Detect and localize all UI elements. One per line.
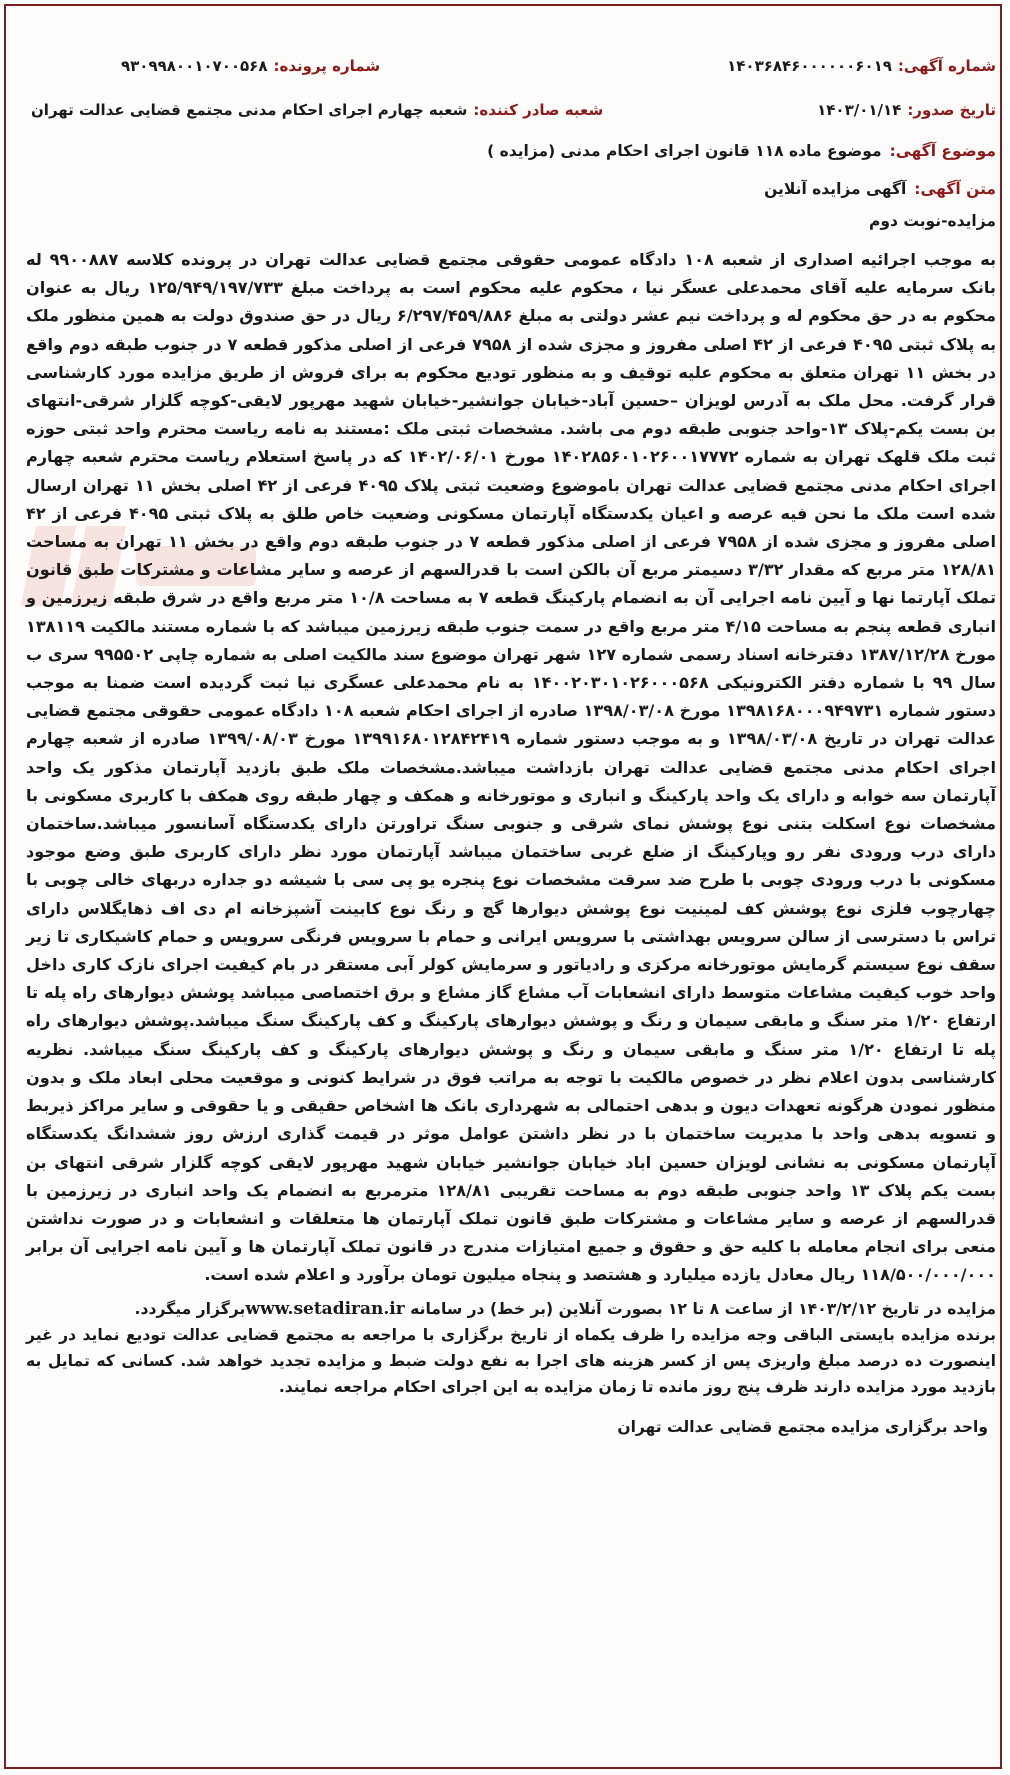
- text-label-value: آگهی مزایده آنلاین: [764, 180, 907, 198]
- issue-date-label: تاریخ صدور:: [907, 101, 996, 119]
- notice-number-value: ۱۴۰۳۶۸۴۶۰۰۰۰۰۰۶۰۱۹: [727, 57, 892, 75]
- issuer-label: شعبه صادر کننده:: [473, 101, 604, 119]
- auction-schedule: [26, 1296, 996, 1322]
- issuer: [31, 101, 603, 119]
- file-number: [121, 57, 380, 75]
- notice-number-label: شماره آگهی:: [897, 57, 996, 75]
- auction-schedule-post: برگزار میگردد.: [134, 1299, 246, 1318]
- text-label-line: [26, 180, 996, 198]
- file-number-label: شماره پرونده:: [273, 57, 381, 75]
- header-row-2: [26, 88, 996, 132]
- text-label: متن آگهی:: [914, 180, 996, 198]
- notice-body-paragraph: به موجب اجرائیه اصداری از شعبه ۱۰۸ دادگاه عمومی حقوقی مجتمع قضایی عدالت تهران در پرونده کلاسه ۹۹۰۰۸۸۷ له بانک سرمایه علیه آقای محمدعلی عسگر نیا ، محکوم علیه محکوم است به پرداخت مبلغ ۱۲۵/۹۴۹/۱۹۷/۷۳۳ ریال به عنوان محکوم به در حق محکوم له و پرداخت نیم عشر دولتی به مبلغ ۶/۲۹۷/۴۵۹/۸۸۶ ریال در حق صندوق دولت به همین منظور ملک به پلاک ثبتی ۴۰۹۵ فرعی از ۴۲ اصلی مفروز و مجزی شده از ۷۹۵۸ فرعی از اصلی مذکور قطعه ۷ در جنوب طبقه دوم واقع در بخش ۱۱ تهران متعلق به محکوم علیه توقیف و به منظور تودیع محکوم به برای فروش از طریق مزایده مورد کارشناسی قرار گرفت. محل ملک به آدرس لویزان –حسین آباد-خیابان جوانشیر-خیابان شهید مهرپور لایقی-کوچه گلزار شرقی-انتهای بن بست یکم-پلاک ۱۳-واحد جنوبی طبقه دوم می باشد. مشخصات ثبتی ملک :مستند به نامه ریاست محترم واحد ثبتی حوزه ثبت ملک قلهک تهران به شماره ۱۴۰۲۸۵۶۰۱۰۲۶۰۰۱۷۷۷۲ مورخ ۱۴۰۲/۰۶/۰۱ که در پاسخ استعلام ریاست محترم شعبه چهارم اجرای احکام مدنی مجتمع قضایی عدالت تهران باموضوع وضعیت ثبتی پلاک ۴۰۹۵ فرعی از ۴۲ اصلی بخش ۱۱ تهران ارسال شده است ملک ما نحن فیه عرصه و اعیان یکدستگاه آپارتمان مسکونی وضعیت خاص طلق به پلاک ثبتی ۴۰۹۵ فرعی از ۴۲ اصلی مفروز و مجزی شده از ۷۹۵۸ فرعی از اصلی مذکور قطعه ۷ در جنوب طبقه دوم واقع در بخش ۱۱ تهران به مساحت ۱۲۸/۸۱ متر مربع که مقدار ۳/۳۲ دسیمتر مربع آن بالکن است با قدرالسهم از عرصه و سایر مشاعات و مشترکات طبق قانون تملک آپارتما نها و آیین نامه اجرایی آن به انضمام پارکینگ قطعه ۷ به مساحت ۱۰/۸ متر مربع واقع در شرق طبقه زیرزمین و انباری قطعه پنجم به مساحت ۴/۱۵ متر مربع واقع در سمت جنوب طبقه زیرزمین میباشد که با شماره مستند مالکیت ۱۳۸۱۱۹ مورخ ۱۳۸۷/۱۲/۲۸ دفترخانه اسناد رسمی شماره ۱۲۷ شهر تهران موضوع سند مالکیت اصلی به شماره چاپی ۹۹۵۵۰۲ سری ب سال ۹۹ با شماره دفتر الکترونیکی ۱۴۰۰۲۰۳۰۱۰۲۶۰۰۰۵۶۸ به نام محمدعلی عسگری نیا ثبت گردیده است ضمنا به موجب دستور شماره ۱۳۹۸۱۶۸۰۰۰۹۴۹۷۳۱ مورخ ۱۳۹۸/۰۳/۰۸ صادره از اجرای احکام شعبه ۱۰۸ دادگاه عمومی حقوقی مجتمع قضایی عدالت تهران در تاریخ ۱۳۹۸/۰۳/۰۸ و به موجب دستور شماره ۱۳۹۹۱۶۸۰۱۲۸۴۲۴۱۹ مورخ ۱۳۹۹/۰۸/۰۳ صادره از شعبه چهارم اجرای احکام مدنی مجتمع قضایی عدالت تهران بازداشت میباشد.مشخصات ملک طبق بازدید آپارتمان مذکور یک واحد آپارتمان سه خوابه و دارای یک واحد پارکینگ و انباری و موتورخانه و همکف و چهار طبقه روی همکف با کاربری مسکونی با مشخصات نوع اسکلت بتنی نوع پوشش نمای شرقی و جنوبی سنگ تراورتن دارای یکدستگاه آسانسور میباشد.ساختمان دارای درب ورودی نفر رو وپارکینگ از ضلع غربی ساختمان میباشد آپارتمان مورد نظر دارای کاربری طبق وضع موجود مسکونی با درب ورودی چوبی با طرح ضد سرقت مشخصات نوع پنجره یو پی سی با شیشه دو جداره دربهای خالی چوبی با چهارچوب فلزی نوع پوشش کف لمینیت نوع پوشش دیوارها گچ و رنگ نوع کابینت آشپزخانه ام دی اف ذهایگلاس دارای تراس با دسترسی از سالن سرویس بهداشتی با سرویس ایرانی و حمام با سرویس فرنگی سرویس و حمام کاشیکاری تا زیر سقف نوع سیستم گرمایش موتورخانه مرکزی و رادیاتور و سرمایش کولر آبی مستقر در بام کیفیت اجرای نازک کاری داخل واحد خوب کیفیت مشاعات متوسط دارای انشعابات آب مشاع گاز مشاع و برق اختصاصی میباشد پوشش دیوارهای راه پله تا ارتفاع ۱/۲۰ متر سنگ و مابقی سیمان و رنگ و پوشش دیوارهای پارکینگ و کف پارکینگ سنگ میباشد.پوشش دیوارهای راه پله تا ارتفاع ۱/۲۰ متر سنگ و مابقی سیمان و رنگ و پوشش دیوارهای پارکینگ و کف پارکینگ سنگ میباشد. نظریه کارشناسی بدون اعلام نظر در خصوص مالکیت با توجه به مراتب فوق در شرایط کنونی و موقعیت محلی ابعاد ملک و بدون منظور نمودن هرگونه تعهدات دیون و بدهی احتمالی به شهرداری بانک ها اشخاص حقیقی و یا حقوقی و سایر مراکز ذیربط و تسویه بدهی واحد با مدیریت ساختمان با در نظر داشتن عوامل موثر در قیمت گذاری ارزش روز ششدانگ یکدستگاه آپارتمان مسکونی به نشانی لویزان حسین اباد خیابان جوانشیر خیابان شهید مهرپور لایقی کوچه گلزار شرقی انتهای بن بست یکم پلاک ۱۳ واحد جنوبی طبقه دوم به مساحت تقریبی ۱۲۸/۸۱ مترمربع به انضمام یک واحد انباری در زیرزمین با قدرالسهم از عرصه و سایر مشاعات و مشترکات طبق قانون تملک آپارتمان ها متعلقات و انشعابات و در صورت نداشتن منعی برای انجام معامله با کلیه حق و حقوق و جمیع امتیازات مندرج در قانون تملک آپارتمان ها و آیین نامه اجرایی آن برابر ۱۱۸/۵۰۰/۰۰۰/۰۰۰ ریال معادل یازده میلیارد و هشتصد و پنجاه میلیون تومان برآورد و اعلام شده است.: [26, 250, 997, 1285]
- signature: واحد برگزاری مزایده مجتمع قضایی عدالت تهران: [617, 1417, 988, 1436]
- issuer-value: شعبه چهارم اجرای احکام مدنی مجتمع قضایی عدالت تهران: [31, 101, 468, 119]
- issue-date-value: ۱۴۰۳/۰۱/۱۴: [817, 101, 902, 119]
- file-number-value: ۹۳۰۹۹۸۰۰۱۰۷۰۰۵۶۸: [121, 57, 268, 75]
- notice-number: [727, 57, 996, 75]
- issue-date: [817, 101, 996, 119]
- notice-page: [26, 44, 996, 1436]
- auction-round-title: مزایده-نوبت دوم: [868, 212, 996, 230]
- subject-line: [26, 142, 996, 160]
- header-row-1: [26, 44, 996, 88]
- auction-schedule-pre: مزایده در تاریخ ۱۴۰۳/۲/۱۲ از ساعت ۸ تا ۱۲ بصورت آنلاین (بر خط) در سامانه: [410, 1299, 996, 1318]
- notice-body: [26, 246, 996, 1290]
- subject-label: موضوع آگهی:: [889, 142, 996, 160]
- notice-frame: [4, 4, 1002, 1769]
- auction-details: [26, 1296, 996, 1400]
- setadiran-link[interactable]: www.setadiran.ir: [245, 1298, 405, 1319]
- auction-terms: برنده مزایده بایستی الباقی وجه مزایده را ظرف یکماه از تاریخ برگزاری با مراجعه به مجتمع قضایی عدالت تودیع نماید در غیر اینصورت ده درصد مبلغ واریزی پس از کسر هزینه های اجرا به نفع دولت ضبط و مزایده تجدید خواهد شد. کسانی که تمایل به بازدید مورد مزایده دارند ظرف پنج روز مانده تا زمان مزایده به این اجرای احکام مراجعه نمایند.: [26, 1325, 996, 1396]
- subject-value: موضوع ماده ۱۱۸ قانون اجرای احکام مدنی (مزایده ): [487, 142, 882, 160]
